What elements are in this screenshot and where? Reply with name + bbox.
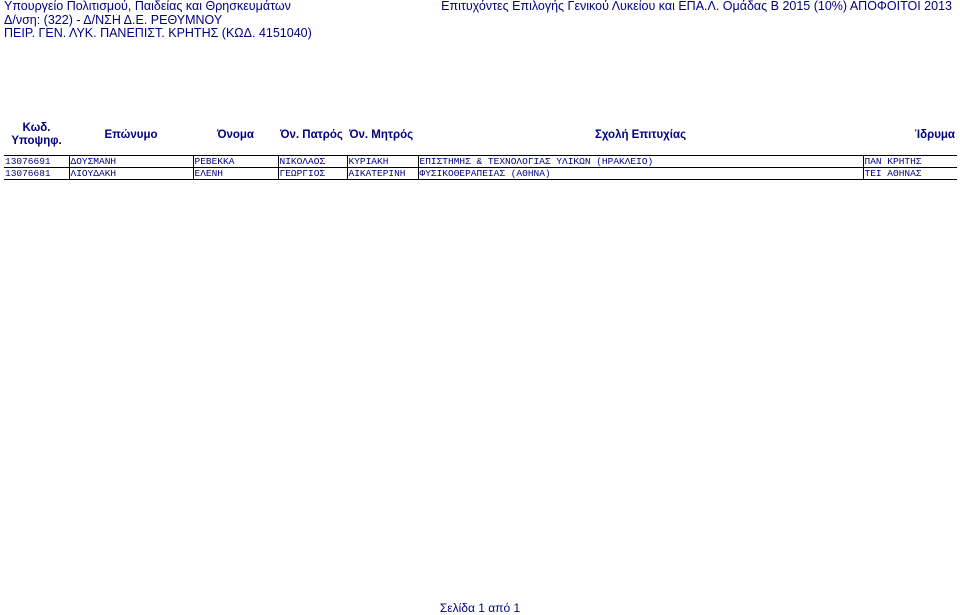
cell-institution: ΤΕΙ ΑΘΗΝΑΣ <box>863 168 957 180</box>
cell-mother: ΚΥΡΙΑΚΗ <box>347 156 418 168</box>
results-table <box>4 115 957 180</box>
column-header-father: Όν. Πατρός <box>278 115 347 156</box>
cell-father: ΓΕΩΡΓΙΟΣ <box>278 168 347 180</box>
table-row <box>4 156 957 168</box>
cell-surname: ΛΙΟΥΔΑΚΗ <box>69 168 193 180</box>
school-name: ΠΕΙΡ. ΓΕΝ. ΛΥΚ. ΠΑΝΕΠΙΣΤ. ΚΡΗΤΗΣ (ΚΩΔ. 4151040) <box>4 26 312 40</box>
table-row <box>4 168 957 180</box>
column-header-institution: Ίδρυμα <box>863 115 957 156</box>
cell-mother: ΑΙΚΑΤΕΡΙΝΗ <box>347 168 418 180</box>
cell-code: 13076681 <box>4 168 69 180</box>
column-header-name: Όνομα <box>193 115 278 156</box>
column-header-mother: Όν. Μητρός <box>347 115 418 156</box>
column-header-code-line2: Υποψηφ. <box>11 135 62 147</box>
column-header-surname: Επώνυμο <box>69 115 193 156</box>
cell-institution: ΠΑΝ ΚΡΗΤΗΣ <box>863 156 957 168</box>
report-title: Επιτυχόντες Επιλογής Γενικού Λυκείου και ΕΠΑ.Λ. Ομάδας Β 2015 (10%) ΑΠΟΦΟΙΤΟΙ 2013 <box>441 0 952 13</box>
cell-name: ΕΛΕΝΗ <box>193 168 278 180</box>
ministry-name: Υπουργείο Πολιτισμού, Παιδείας και Θρησκευμάτων <box>4 0 291 13</box>
page-number: Σελίδα 1 από 1 <box>439 601 521 615</box>
report-header-left <box>4 0 312 41</box>
cell-school: ΕΠΙΣΤΗΜΗΣ & ΤΕΧΝΟΛΟΓΙΑΣ ΥΛΙΚΩΝ (ΗΡΑΚΛΕΙΟ) <box>418 156 863 168</box>
table-header-row <box>4 115 957 156</box>
cell-father: ΝΙΚΟΛΑΟΣ <box>278 156 347 168</box>
cell-surname: ΔΟΥΣΜΑΝΗ <box>69 156 193 168</box>
cell-code: 13076691 <box>4 156 69 168</box>
directorate-name: Δ/νση: (322) - Δ/ΝΣΗ Δ.Ε. ΡΕΘΥΜΝΟΥ <box>4 12 223 27</box>
cell-name: ΡΕΒΕΚΚΑ <box>193 156 278 168</box>
column-header-school: Σχολή Επιτυχίας <box>418 115 863 156</box>
column-header-code <box>4 115 69 156</box>
cell-school: ΦΥΣΙΚΟΘΕΡΑΠΕΙΑΣ (ΑΘΗΝΑ) <box>418 168 863 180</box>
column-header-code-line1: Κωδ. <box>22 122 51 134</box>
